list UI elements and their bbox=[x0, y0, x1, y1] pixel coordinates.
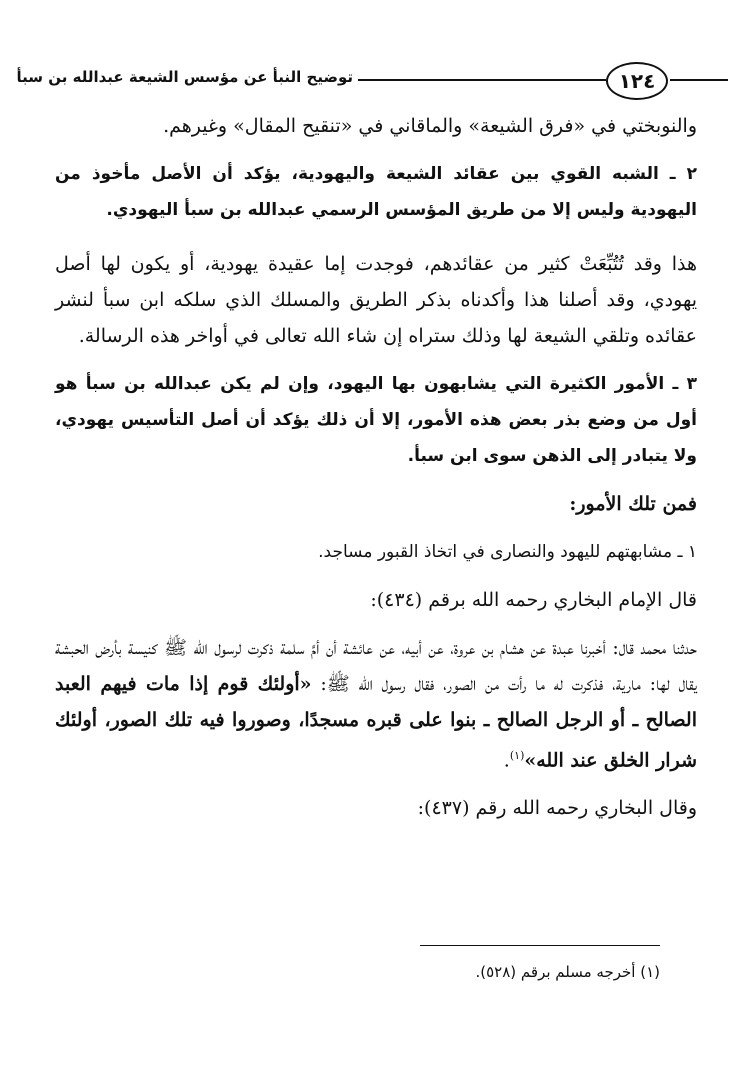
footnote-ref[interactable]: (١) bbox=[509, 749, 525, 762]
paragraph-point-2: ٢ ـ الشبه القوي بين عقائد الشيعة واليهودية، يؤكد أن الأصل مأخوذ من اليهودية وليس إلا من طريق المؤسس الرسمي عبدالله بن سبأ اليهودي. bbox=[55, 164, 697, 220]
isnad-text: حدثنا محمد قال: أخبرنا عبدة عن هشام بن عروة، عن أبيه، عن عائشة أن أمَّ سلمة ذكرت لرسول الله ﷺ كنيسة بأرض الحبشة يقال لها: مارية، فذكرت له ما رأت من الصور، فقال رسول الله ﷺ: bbox=[55, 637, 697, 695]
footnote-divider bbox=[420, 945, 660, 946]
paragraph: هذا وقد تُتُبِّعَتْ كثير من عقائدهم، فوجدت إما عقيدة يهودية، أو يكون لها أصل يهودي، وقد أصلنا هذا وأكدناه بذكر الطريق والمسلك الذي سلكه ابن سبأ لنشر عقائده وتلقي الشيعة لها وذلك ستراه إن شاء الله تعالى في أواخر هذه الرسالة. bbox=[55, 253, 697, 347]
hadith-text: «أولئك قوم إذا مات فيهم العبد الصالح ـ أو الرجل الصالح ـ بنوا على قبره مسجدًا، وصوروا فيه تلك الصور، أولئك شرار الخلق عند الله» bbox=[55, 673, 697, 772]
header-rule bbox=[670, 79, 728, 81]
list-item: ١ ـ مشابهتهم لليهود والنصارى في اتخاذ القبور مساجد. bbox=[318, 542, 697, 562]
citation-intro: قال الإمام البخاري رحمه الله برقم (٤٣٤): bbox=[370, 589, 697, 611]
page-number: ١٢٤ bbox=[606, 62, 668, 100]
header-rule bbox=[358, 79, 606, 81]
paragraph: والنوبختي في «فرق الشيعة» والماقاني في «تنقيح المقال» وغيرهم. bbox=[163, 115, 697, 137]
hadith-paragraph bbox=[55, 630, 697, 778]
citation-intro: وقال البخاري رحمه الله رقم (٤٣٧): bbox=[417, 797, 697, 820]
period: . bbox=[503, 749, 510, 772]
subheading: فمن تلك الأمور: bbox=[569, 493, 697, 515]
running-header bbox=[16, 60, 728, 102]
body-text bbox=[55, 108, 697, 826]
paragraph-point-3: ٣ ـ الأمور الكثيرة التي يشابهون بها اليهود، وإن لم يكن عبدالله بن سبأ هو أول من وضع بذر بعض هذه الأمور، إلا أن ذلك يؤكد أن أصل التأسيس يهودي، ولا يتبادر إلى الذهن سوى ابن سبأ. bbox=[55, 374, 697, 466]
running-title: توضيح النبأ عن مؤسس الشيعة عبدالله بن سبأ bbox=[16, 68, 353, 86]
footnote: (١) أخرجه مسلم برقم (٥٢٨). bbox=[475, 963, 660, 981]
